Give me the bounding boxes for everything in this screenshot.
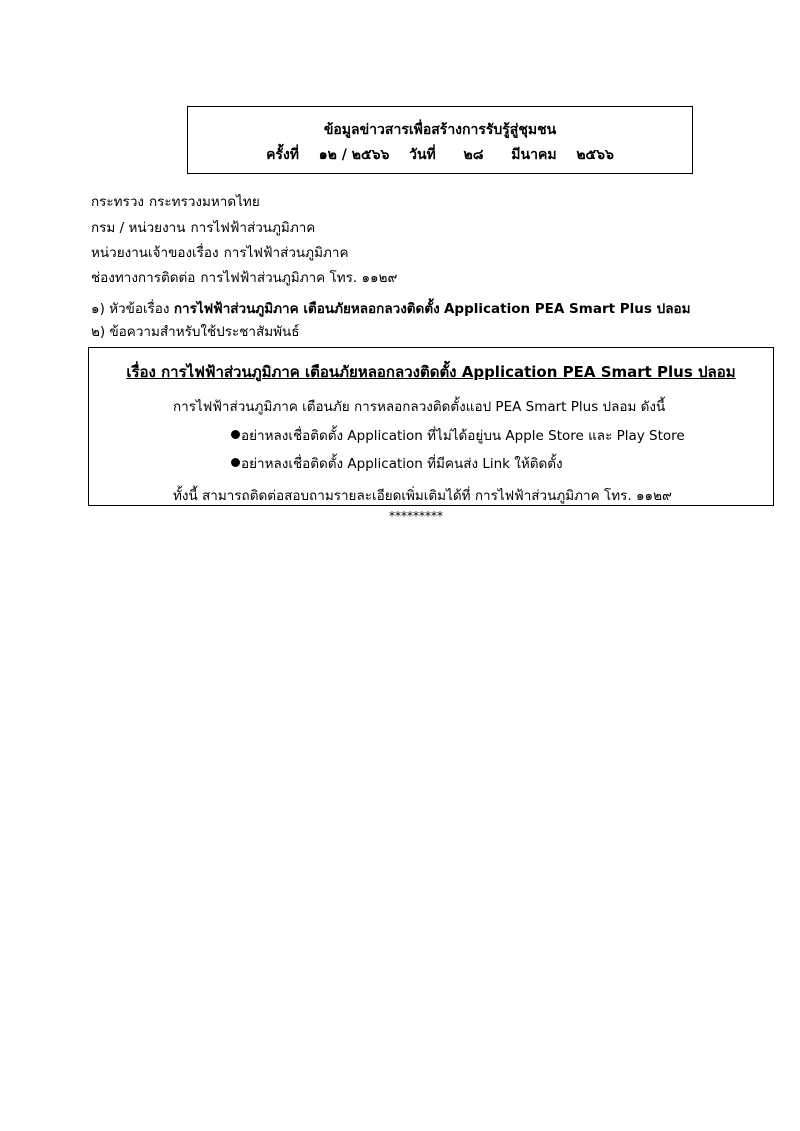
topic-2-line: ๒) ข้อความสำหรับใช้ประชาสัมพันธ์ <box>91 324 300 340</box>
bullet-item <box>231 452 563 474</box>
bullet-text: อย่าหลงเชื่อติดตั้ง Application ที่ไม่ได้อยู่บน Apple Store และ Play Store <box>241 428 685 444</box>
department-label: กรม / หน่วยงาน <box>91 220 186 236</box>
ministry-label: กระทรวง <box>91 194 144 210</box>
owner-value: การไฟฟ้าส่วนภูมิภาค <box>223 245 349 261</box>
date-month: มีนาคม <box>511 147 557 163</box>
contact-label: ช่องทางการติดต่อ <box>91 270 196 286</box>
date-day: ๒๘ <box>463 147 484 163</box>
topic-1-line <box>91 297 691 319</box>
announcement-heading <box>89 360 773 384</box>
announcement-box <box>88 347 774 506</box>
date-year: ๒๕๖๖ <box>576 147 614 163</box>
bullet-icon <box>231 458 240 467</box>
department-line <box>91 216 315 238</box>
topic-1-suffix: Application PEA Smart Plus ปลอม <box>443 301 691 317</box>
topic-1-prefix: ๑) หัวข้อเรื่อง <box>91 301 170 317</box>
bullet-item <box>231 424 685 446</box>
topic-1-title: การไฟฟ้าส่วนภูมิภาค เตือนภัยหลอกลวงติดตั้ง <box>173 301 440 317</box>
issue-number: ๑๒ / ๒๕๖๖ <box>318 147 390 163</box>
header-box <box>187 106 693 174</box>
announcement-intro: การไฟฟ้าส่วนภูมิภาค เตือนภัย การหลอกลวงติดตั้งแอป PEA Smart Plus ปลอม ดังนี้ <box>173 399 666 415</box>
end-mark: ********* <box>389 509 443 523</box>
ministry-value: กระทรวงมหาดไทย <box>149 194 260 210</box>
department-value: การไฟฟ้าส่วนภูมิภาค <box>190 220 316 236</box>
header-title: ข้อมูลข่าวสารเพื่อสร้างการรับรู้สู่ชุมชน <box>323 122 557 138</box>
announcement-heading-text: เรื่อง การไฟฟ้าส่วนภูมิภาค เตือนภัยหลอกลวงติดตั้ง Application PEA Smart Plus ปลอม <box>126 363 736 381</box>
owner-line <box>91 241 348 263</box>
issue-label: ครั้งที่ <box>266 147 300 163</box>
owner-label: หน่วยงานเจ้าของเรื่อง <box>91 245 219 261</box>
contact-line <box>91 266 397 288</box>
header-issue-line <box>188 144 692 166</box>
ministry-line <box>91 190 260 212</box>
date-label: วันที่ <box>409 147 436 163</box>
announcement-footer: ทั้งนี้ สามารถติดต่อสอบถามรายละเอียดเพิ่มเติมได้ที่ การไฟฟ้าส่วนภูมิภาค โทร. ๑๑๒๙ <box>173 488 672 504</box>
bullet-icon <box>231 430 240 439</box>
bullet-text: อย่าหลงเชื่อติดตั้ง Application ที่มีคนส่ง Link ให้ติดตั้ง <box>241 456 563 472</box>
contact-value: การไฟฟ้าส่วนภูมิภาค โทร. ๑๑๒๙ <box>200 270 398 286</box>
